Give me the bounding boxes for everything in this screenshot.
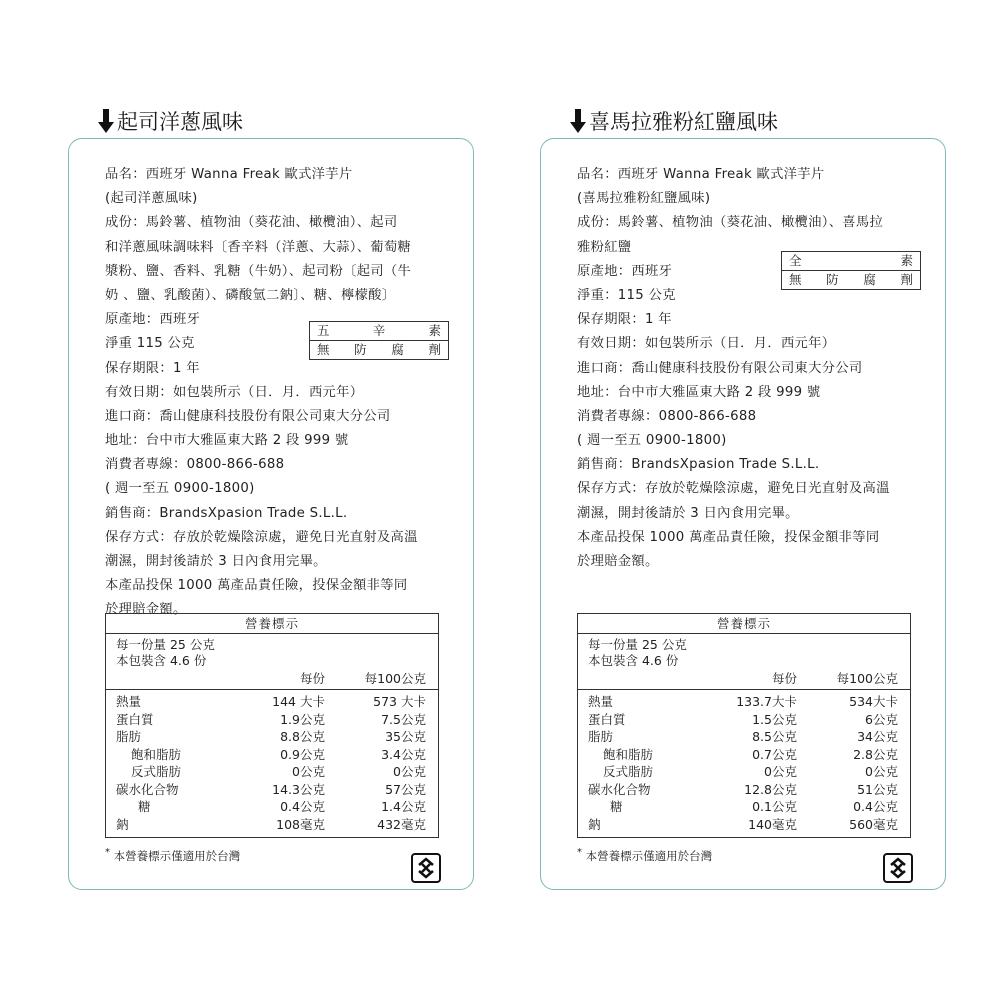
servings-per-pack: 本包裝含 4.6 份 xyxy=(588,653,679,668)
badge-vegetarian-row xyxy=(310,322,448,340)
info-line: ( 週一至五 0900-1800) xyxy=(105,481,255,497)
badge-char: 五 xyxy=(317,323,330,338)
badge-preservative-row xyxy=(310,340,448,359)
panel-heading xyxy=(570,106,778,136)
info-line: 原產地：西班牙 xyxy=(577,263,673,279)
info-line: 潮濕，開封後請於 3 日內食用完畢。 xyxy=(577,505,799,521)
info-line: 保存方式：存放於乾燥陰涼處，避免日光直射及高溫 xyxy=(577,481,890,497)
serving-size: 每一份量 25 公克 xyxy=(588,637,687,652)
info-line: 潮濕，開封後請於 3 日內食用完畢。 xyxy=(105,554,327,569)
info-line: 保存方式：存放於乾燥陰涼處，避免日光直射及高溫 xyxy=(105,529,418,545)
value-per-serving: 133.7大卡 xyxy=(736,694,797,709)
nutrition-row xyxy=(106,728,438,746)
badge-preservative-row xyxy=(782,270,920,289)
badge-vegetarian-row xyxy=(782,252,920,270)
info-line: 於理賠金額。 xyxy=(577,554,659,569)
panel-heading xyxy=(98,106,243,136)
nutrient-label: 脂肪 xyxy=(116,729,142,744)
nutrition-row xyxy=(578,816,910,834)
nutrient-label: 糖 xyxy=(610,799,623,814)
info-line: 消費者專線：0800-866-688 xyxy=(577,408,757,424)
info-line: 銷售商：BrandsXpasion Trade S.L.L. xyxy=(577,457,820,473)
footnote xyxy=(105,847,240,864)
info-line: 銷售商：BrandsXpasion Trade S.L.L. xyxy=(105,505,348,521)
badge-char: 劑 xyxy=(900,272,913,287)
info-line: 品名：西班牙 Wanna Freak 歐式洋芋片 xyxy=(105,167,353,182)
value-per-serving: 108毫克 xyxy=(276,816,325,832)
nutrition-table xyxy=(105,613,439,838)
badge-char: 無 xyxy=(789,272,802,287)
value-per-serving: 0.1公克 xyxy=(752,799,797,814)
info-line: 消費者專線：0800-866-688 xyxy=(105,457,285,473)
value-per-serving: 0.9公克 xyxy=(280,746,325,762)
value-per-100g: 0.4公克 xyxy=(853,799,898,814)
badge-char: 防 xyxy=(826,272,839,287)
diet-badge xyxy=(309,321,449,360)
nutrition-row xyxy=(106,693,438,711)
panel-himalayan-salt xyxy=(540,0,970,1000)
nutrition-title: 營養標示 xyxy=(106,614,438,634)
badge-char: 劑 xyxy=(428,342,441,357)
value-per-serving: 8.8公克 xyxy=(280,729,325,744)
diet-badge xyxy=(781,251,921,290)
badge-char: 辛 xyxy=(372,323,386,338)
value-per-100g: 3.4公克 xyxy=(381,746,426,762)
info-line: 原產地：西班牙 xyxy=(105,312,201,328)
nutrient-label: 脂肪 xyxy=(588,729,614,744)
down-arrow-icon xyxy=(570,108,586,134)
info-line: (起司洋蔥風味) xyxy=(105,191,198,207)
serving-info xyxy=(106,634,438,690)
servings-per-pack: 本包裝含 4.6 份 xyxy=(116,653,207,668)
serving-size: 每一份量 25 公克 xyxy=(116,637,215,652)
nutrition-rows xyxy=(578,690,910,837)
nutrition-table xyxy=(577,613,911,838)
nutrient-label: 飽和脂肪 xyxy=(131,746,182,762)
nutrient-label: 碳水化合物 xyxy=(116,781,179,797)
nutrient-label: 糖 xyxy=(138,799,151,814)
nutrient-label: 蛋白質 xyxy=(588,711,626,727)
value-per-serving: 0公克 xyxy=(764,764,797,779)
col-per-100g: 每100公克 xyxy=(836,671,898,686)
nutrition-row xyxy=(578,711,910,729)
info-line: 地址：台中市大雅區東大路 2 段 999 號 xyxy=(105,433,349,449)
value-per-serving: 1.5公克 xyxy=(752,711,797,727)
nutrition-row xyxy=(106,781,438,799)
value-per-100g: 0公克 xyxy=(393,764,426,779)
product-info xyxy=(105,163,455,623)
nutrient-label: 熱量 xyxy=(588,694,614,709)
info-line: 保存期限：1 年 xyxy=(105,360,200,376)
footnote-text: 本營養標示僅適用於台灣 xyxy=(113,848,241,863)
info-line: 品名：西班牙 Wanna Freak 歐式洋芋片 xyxy=(577,167,825,182)
value-per-100g: 573 大卡 xyxy=(373,694,426,709)
badge-char: 無 xyxy=(317,342,330,357)
nutrition-row xyxy=(106,816,438,834)
badge-char: 素 xyxy=(428,323,441,338)
badge-char: 腐 xyxy=(863,272,876,287)
nutrition-row xyxy=(578,763,910,781)
panel-cheese-onion xyxy=(68,0,498,1000)
value-per-serving: 14.3公克 xyxy=(272,781,325,797)
column-header xyxy=(106,671,438,687)
nutrition-rows xyxy=(106,690,438,837)
value-per-100g: 0公克 xyxy=(865,764,898,779)
value-per-100g: 7.5公克 xyxy=(381,711,426,727)
info-line: 本產品投保 1000 萬產品責任險，投保金額非等同 xyxy=(105,578,408,594)
info-line: 於理賠金額。 xyxy=(105,602,187,618)
badge-char: 腐 xyxy=(391,342,404,357)
nutrition-row xyxy=(106,763,438,781)
value-per-100g: 34公克 xyxy=(857,729,898,744)
value-per-serving: 12.8公克 xyxy=(744,781,797,797)
info-line: 雅粉紅鹽 xyxy=(577,239,632,255)
value-per-100g: 57公克 xyxy=(385,781,426,797)
info-line: 進口商：喬山健康科技股份有限公司東大分公司 xyxy=(577,360,863,376)
badge-char: 防 xyxy=(354,342,367,357)
col-per-serving: 每份 xyxy=(771,671,797,686)
nutrient-label: 鈉 xyxy=(116,816,129,832)
recycle-icon xyxy=(411,853,441,883)
badge-char: 素 xyxy=(900,253,913,268)
badge-char: 全 xyxy=(789,253,802,268)
nutrient-label: 鈉 xyxy=(588,816,601,832)
info-line: 保存期限：1 年 xyxy=(577,312,672,328)
value-per-serving: 8.5公克 xyxy=(752,729,797,744)
value-per-100g: 6公克 xyxy=(865,711,898,727)
label-card xyxy=(540,138,946,890)
nutrition-row xyxy=(578,746,910,764)
value-per-100g: 35公克 xyxy=(385,729,426,744)
nutrition-row xyxy=(578,781,910,799)
col-per-serving: 每份 xyxy=(299,671,325,686)
info-line: 漿粉、鹽、香料、乳糖（牛奶）、起司粉〔起司（牛 xyxy=(105,263,412,279)
recycle-icon xyxy=(883,853,913,883)
value-per-100g: 560毫克 xyxy=(849,816,898,832)
nutrition-row xyxy=(106,711,438,729)
nutrition-title: 營養標示 xyxy=(578,614,910,634)
info-line: 成份：馬鈴薯、植物油（葵花油、橄欖油）、起司 xyxy=(105,215,398,231)
info-line: ( 週一至五 0900-1800) xyxy=(577,433,727,449)
nutrition-row xyxy=(106,746,438,764)
info-line: 有效日期：如包裝所示（日．月．西元年） xyxy=(577,336,836,352)
down-arrow-icon xyxy=(98,108,114,134)
nutrition-row xyxy=(106,798,438,816)
info-line: (喜馬拉雅粉紅鹽風味) xyxy=(577,191,711,207)
info-line: 進口商：喬山健康科技股份有限公司東大分公司 xyxy=(105,408,391,424)
footnote-mark: * xyxy=(577,847,582,858)
footnote xyxy=(577,847,712,864)
info-line: 淨重 115 公克 xyxy=(105,336,195,352)
nutrient-label: 碳水化合物 xyxy=(588,781,651,797)
value-per-serving: 144 大卡 xyxy=(272,694,325,709)
col-per-100g: 每100公克 xyxy=(364,671,426,686)
nutrition-row xyxy=(578,728,910,746)
value-per-100g: 534大卡 xyxy=(849,694,898,709)
value-per-100g: 432毫克 xyxy=(377,816,426,832)
value-per-serving: 140毫克 xyxy=(748,816,797,832)
info-line: 地址：台中市大雅區東大路 2 段 999 號 xyxy=(577,384,821,400)
column-header xyxy=(578,671,910,687)
nutrition-row xyxy=(578,798,910,816)
serving-info xyxy=(578,634,910,690)
info-line: 有效日期：如包裝所示（日．月．西元年） xyxy=(105,384,364,400)
value-per-serving: 1.9公克 xyxy=(280,711,325,727)
value-per-serving: 0.7公克 xyxy=(752,746,797,762)
label-card xyxy=(68,138,474,890)
nutrient-label: 蛋白質 xyxy=(116,711,154,727)
value-per-serving: 0公克 xyxy=(292,764,325,779)
value-per-serving: 0.4公克 xyxy=(280,799,325,814)
nutrition-row xyxy=(578,693,910,711)
info-line: 本產品投保 1000 萬產品責任險，投保金額非等同 xyxy=(577,529,880,545)
value-per-100g: 51公克 xyxy=(857,781,898,797)
info-line: 奶 、鹽、乳酸菌）、磷酸氫二鈉〕、糖、檸檬酸〕 xyxy=(105,287,396,303)
nutrient-label: 反式脂肪 xyxy=(603,764,654,779)
heading-text: 起司洋蔥風味 xyxy=(117,110,243,134)
info-line: 和洋蔥風味調味料〔香辛料（洋蔥、大蒜）、葡萄糖 xyxy=(105,239,412,255)
footnote-text: 本營養標示僅適用於台灣 xyxy=(585,848,713,863)
product-info xyxy=(577,163,927,574)
nutrient-label: 反式脂肪 xyxy=(131,764,182,779)
info-line: 淨重：115 公克 xyxy=(577,287,676,303)
nutrient-label: 熱量 xyxy=(116,694,142,709)
footnote-mark: * xyxy=(105,847,110,858)
heading-text: 喜馬拉雅粉紅鹽風味 xyxy=(589,110,778,134)
value-per-100g: 1.4公克 xyxy=(381,799,426,814)
nutrient-label: 飽和脂肪 xyxy=(603,746,654,762)
value-per-100g: 2.8公克 xyxy=(853,746,898,762)
info-line: 成份：馬鈴薯、植物油（葵花油、橄欖油）、喜馬拉 xyxy=(577,215,884,231)
